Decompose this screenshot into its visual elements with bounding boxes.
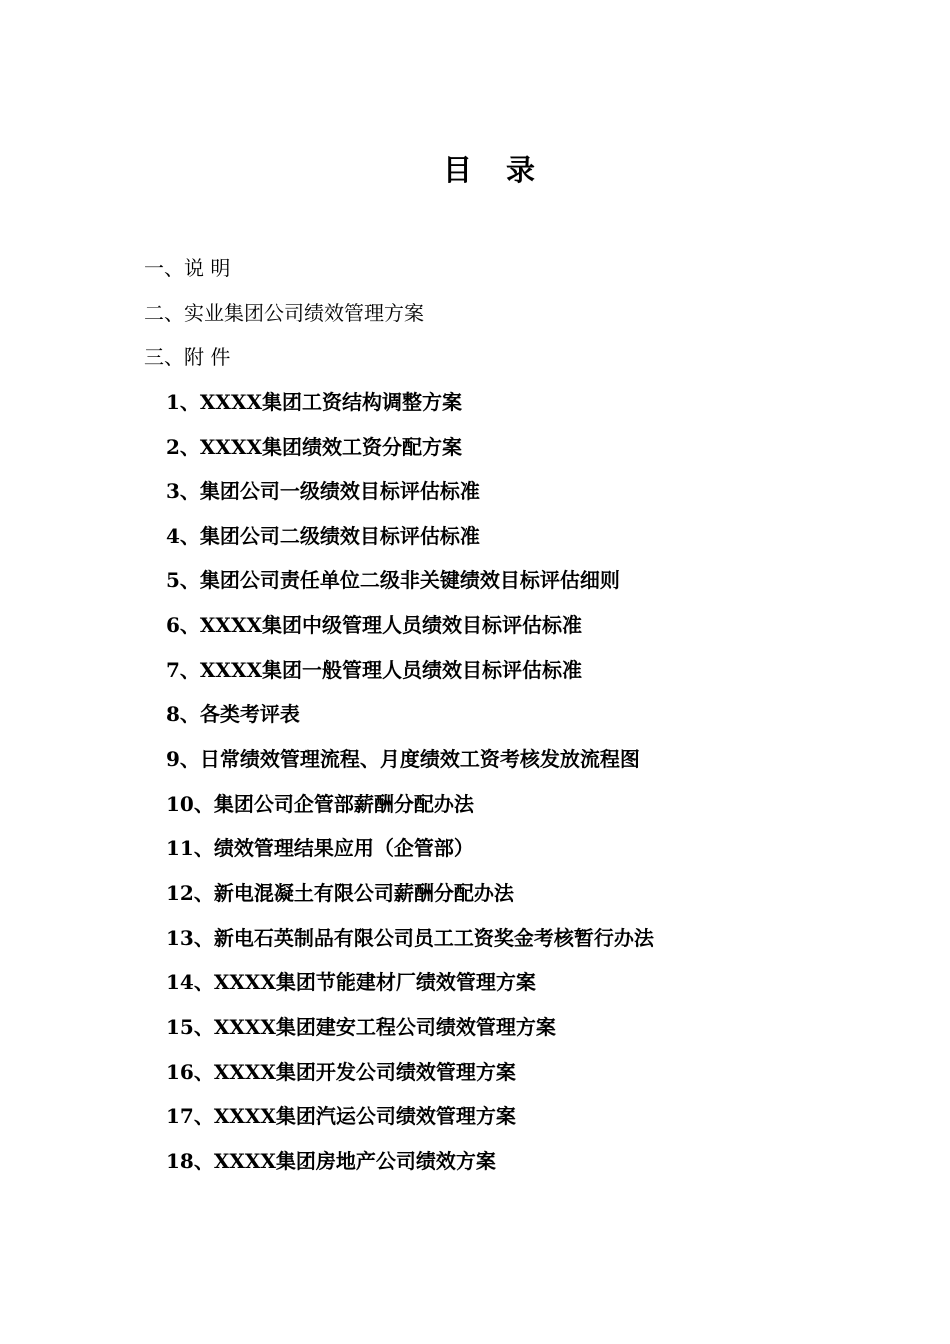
- toc-attachment-item: 8、各类考评表: [166, 702, 300, 726]
- toc-attachment-item: 18、XXXX集团房地产公司绩效方案: [166, 1149, 496, 1173]
- toc-attachment-item: 10、集团公司企管部薪酬分配办法: [166, 792, 474, 816]
- toc-section-explanation: 一、说 明: [144, 256, 231, 280]
- toc-attachment-item: 13、新电石英制品有限公司员工工资奖金考核暂行办法: [166, 926, 654, 950]
- toc-title: 目录: [442, 153, 569, 187]
- toc-attachment-item: 17、XXXX集团汽运公司绩效管理方案: [166, 1104, 516, 1128]
- toc-section-attachments: 三、附 件: [144, 345, 231, 369]
- toc-attachment-item: 11、绩效管理结果应用（企管部）: [166, 836, 474, 860]
- toc-attachment-item: 16、XXXX集团开发公司绩效管理方案: [166, 1060, 516, 1084]
- toc-attachment-item: 15、XXXX集团建安工程公司绩效管理方案: [166, 1015, 556, 1039]
- toc-attachment-item: 9、日常绩效管理流程、月度绩效工资考核发放流程图: [166, 747, 640, 771]
- toc-attachment-item: 6、XXXX集团中级管理人员绩效目标评估标准: [166, 613, 582, 637]
- toc-attachment-item: 3、集团公司一级绩效目标评估标准: [166, 479, 480, 503]
- toc-attachment-item: 12、新电混凝土有限公司薪酬分配办法: [166, 881, 514, 905]
- toc-section-management-plan: 二、实业集团公司绩效管理方案: [144, 301, 424, 325]
- toc-attachment-item: 5、集团公司责任单位二级非关键绩效目标评估细则: [166, 568, 620, 592]
- toc-attachment-item: 2、XXXX集团绩效工资分配方案: [166, 435, 462, 459]
- toc-attachment-item: 14、XXXX集团节能建材厂绩效管理方案: [166, 970, 536, 994]
- toc-attachment-item: 7、XXXX集团一般管理人员绩效目标评估标准: [166, 658, 582, 682]
- toc-attachment-item: 1、XXXX集团工资结构调整方案: [166, 390, 462, 414]
- toc-attachment-item: 4、集团公司二级绩效目标评估标准: [166, 524, 480, 548]
